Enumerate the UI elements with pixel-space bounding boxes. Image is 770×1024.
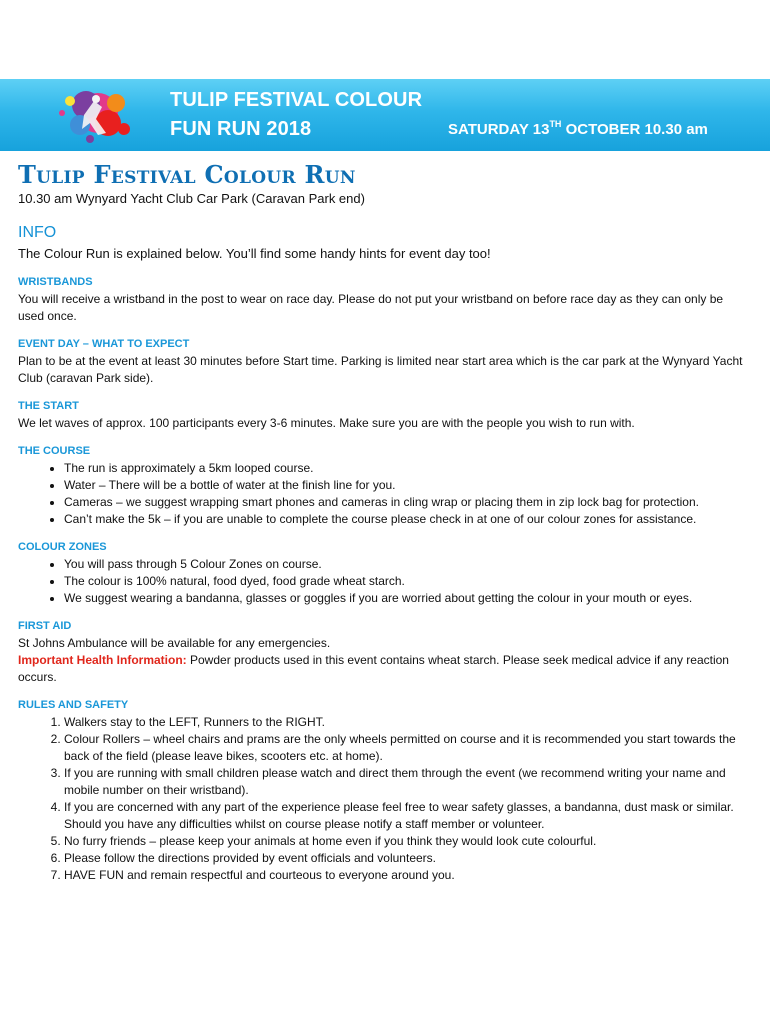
rules-list [18, 714, 748, 884]
rules-heading: RULES AND SAFETY [18, 699, 129, 711]
first-aid-heading: FIRST AID [18, 620, 72, 632]
event-day-text: Plan to be at the event at least 30 minutes before Start time. Parking is limited near start area which is the car park at the Wynyard Yacht Club (caravan Park side). [18, 354, 743, 385]
event-day-heading: EVENT DAY – WHAT TO EXPECT [18, 338, 190, 350]
banner-title-line2: FUN RUN 2018 [170, 118, 312, 140]
first-aid-text: St Johns Ambulance will be available for any emergencies. [18, 636, 331, 650]
start-text: We let waves of approx. 100 participants every 3-6 minutes. Make sure you are with the people you wish to run with. [18, 416, 635, 430]
list-item: 3. If you are running with small children please watch and direct them through the event (we recommend writing your name and mobile number on their wristband). [64, 765, 748, 799]
banner-date-suffix: OCTOBER 10.30 am [561, 121, 708, 138]
list-item: 6. Please follow the directions provided by event officials and volunteers. [64, 850, 748, 867]
header-banner [0, 79, 770, 151]
list-item: • Can’t make the 5k – if you are unable to complete the course please check in at one of our colour zones for assistance. [64, 511, 748, 528]
wristbands-text: You will receive a wristband in the post to wear on race day. Please do not put your wristband on before race day as they can only be used once. [18, 292, 724, 323]
colour-run-logo-icon [50, 83, 132, 147]
start-heading: THE START [18, 400, 79, 412]
wristbands-heading: WRISTBANDS [18, 276, 93, 288]
event-location: 10.30 am Wynyard Yacht Club Car Park (Caravan Park end) [18, 191, 365, 206]
info-intro: The Colour Run is explained below. You’ll find some handy hints for event day too! [18, 246, 491, 261]
course-heading: THE COURSE [18, 445, 91, 457]
list-item: • Water – There will be a bottle of water at the finish line for you. [64, 477, 748, 494]
list-item: 5. No furry friends – please keep your animals at home even if you think they would look cute colourful. [64, 833, 748, 850]
colour-zones-heading: COLOUR ZONES [18, 541, 107, 553]
health-warning [18, 652, 748, 686]
list-item: 2. Colour Rollers – wheel chairs and prams are the only wheels permitted on course and it is recommended you start towards the back of the field (please leave bikes, scooters etc. at home). [64, 731, 748, 765]
list-item: • You will pass through 5 Colour Zones on course. [64, 556, 748, 573]
document-body [18, 160, 748, 884]
list-item: 1. Walkers stay to the LEFT, Runners to the RIGHT. [64, 714, 748, 731]
list-item: • Cameras – we suggest wrapping smart phones and cameras in cling wrap or placing them in zip lock bag for protection. [64, 494, 748, 511]
list-item: • The run is approximately a 5km looped course. [64, 460, 748, 477]
colour-zones-list [18, 556, 748, 607]
list-item: 4. If you are concerned with any part of the experience please feel free to wear safety glasses, a bandanna, dust mask or similar. Should you have any difficulties whilst on course please notify a staff member or volunteer. [64, 799, 748, 833]
list-item: • We suggest wearing a bandanna, glasses or goggles if you are worried about getting the colour in your mouth or eyes. [64, 590, 748, 607]
course-list [18, 460, 748, 528]
health-warning-text: Powder products used in this event contains wheat starch. Please seek medical advice if any reaction occurs. [18, 653, 729, 684]
banner-date-prefix: SATURDAY 13 [448, 121, 550, 138]
banner-date-sup: TH [549, 119, 562, 129]
health-warning-label: Important Health Information: [18, 653, 187, 667]
banner-title [170, 86, 422, 144]
info-heading: INFO [18, 224, 57, 241]
list-item: • The colour is 100% natural, food dyed, food grade wheat starch. [64, 573, 748, 590]
page-title: Tulip Festival Colour Run [18, 160, 356, 189]
banner-title-line1: TULIP FESTIVAL COLOUR [170, 89, 423, 111]
banner-date [448, 119, 708, 138]
list-item: 7. HAVE FUN and remain respectful and courteous to everyone around you. [64, 867, 748, 884]
